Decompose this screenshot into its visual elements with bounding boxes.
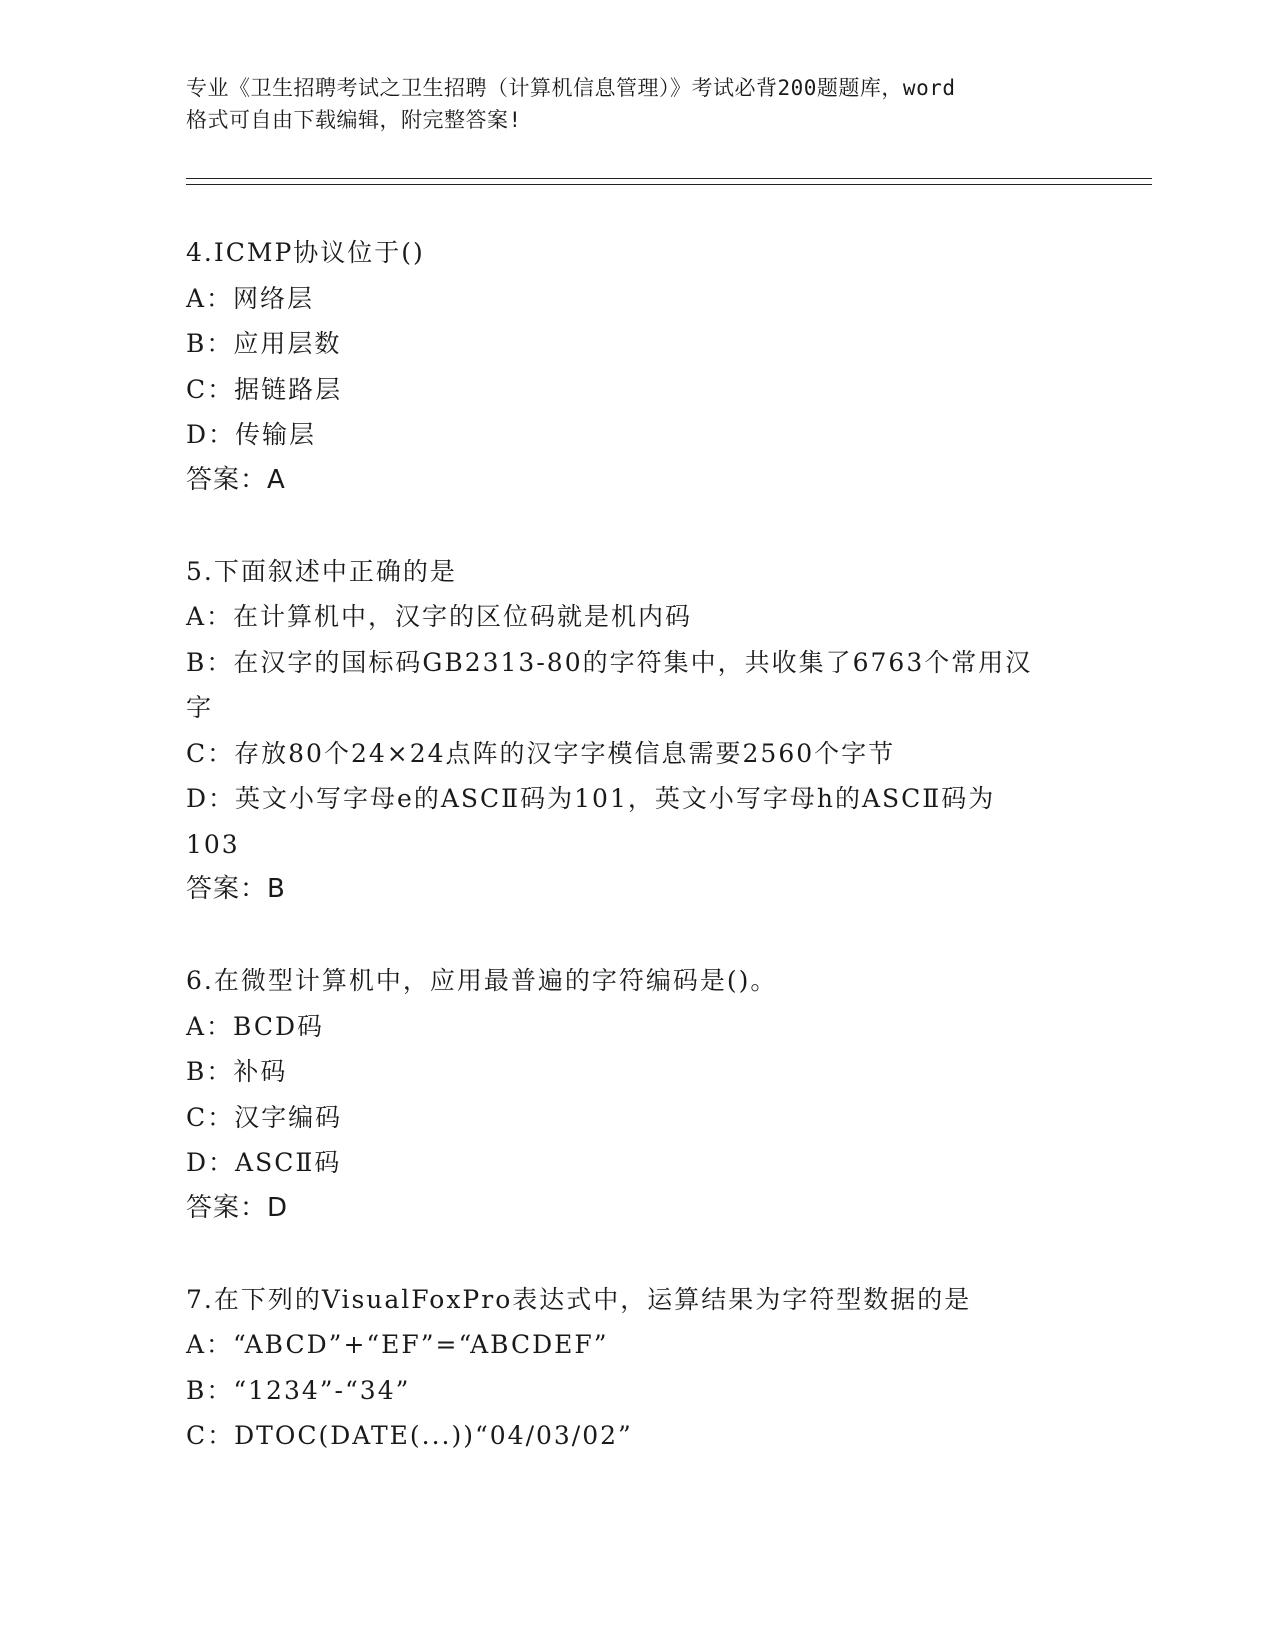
question-stem: 4.ICMP协议位于() [186,238,425,267]
option-c: C：存放80个24×24点阵的汉字字模信息需要2560个字节 [186,738,896,768]
question-stem: 6.在微型计算机中，应用最普遍的字符编码是()。 [186,966,778,995]
option-a: A：在计算机中，汉字的区位码就是机内码 [186,602,693,631]
option-b: B：“1234”-“34” [186,1375,411,1405]
answer-line: 答案：B [186,874,286,904]
option-b: B：补码 [186,1057,288,1086]
option-d-continued: 103 [186,829,240,859]
option-d: D：传输层 [186,420,317,449]
option-a: A：“ABCD”+“EF”=“ABCDEF” [186,1330,609,1359]
option-a: A：网络层 [186,283,315,313]
header-rule-top [186,178,1152,179]
question-6 [186,958,1086,1231]
option-c: C：汉字编码 [186,1102,343,1132]
document-header [186,72,1086,136]
header-line-1: 专业《卫生招聘考试之卫生招聘（计算机信息管理）》考试必背200题题库，word [186,76,956,100]
option-b: B：在汉字的国标码GB2313-80的字符集中，共收集了6763个常用汉 [186,647,1033,677]
question-stem: 7.在下列的VisualFoxPro表达式中，运算结果为字符型数据的是 [186,1284,972,1314]
question-stem: 5.下面叙述中正确的是 [186,556,457,586]
option-b-continued: 字 [186,693,214,722]
option-b: B：应用层数 [186,329,342,358]
question-5 [186,549,1086,913]
header-line-2: 格式可自由下载编辑，附完整答案! [186,108,522,132]
option-d: D：英文小写字母e的ASCⅡ码为101，英文小写字母h的ASCⅡ码为 [186,784,996,813]
question-4 [186,230,1086,503]
header-rule-bottom [186,184,1152,185]
question-list [186,230,1086,1505]
option-c: C：DTOC(DATE(...))“04/03/02” [186,1421,633,1450]
option-c: C：据链路层 [186,374,343,404]
question-7 [186,1277,1086,1459]
answer-line: 答案：D [186,1192,289,1223]
answer-line: 答案：A [186,464,286,495]
option-a: A：BCD码 [186,1011,325,1041]
option-d: D：ASCⅡ码 [186,1148,342,1177]
